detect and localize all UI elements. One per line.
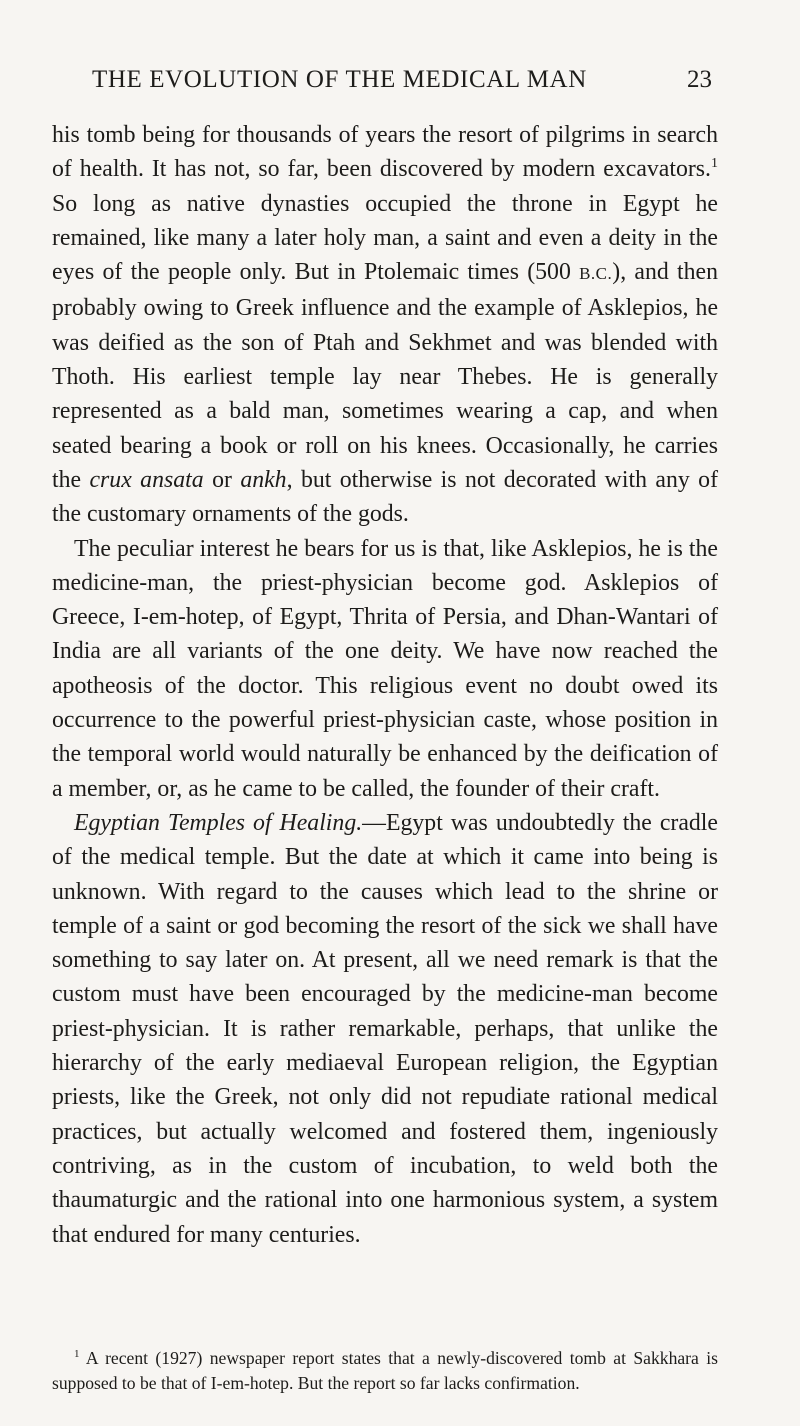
footnote-marker: 1: [74, 1348, 80, 1360]
paragraph-3-text: —Egypt was undoubtedly the cradle of the medical temple. But the date at which it came into being is unknown. With regard to the causes which lead to the shrine or temple of a saint or god becoming the resort of the sick we shall have something to say later on. At present, all we need remark is that the custom must have been encouraged by the medicine-man become priest-physician. It is rather remarkable, perhaps, that unlike the hierarchy of the early mediaeval European religion, the Egyptian priests, like the Greek, not only did not repudiate rational medical practices, but actually welcomed and fostered them, ingeniously contriving, as in the custom of incubation, to weld both the thaumaturgic and the rational into one harmonious system, a system that endured for many centuries.: [52, 809, 718, 1248]
paragraph-1-text-d: or: [203, 466, 241, 493]
section-heading: Egyptian Temples of Healing.: [74, 809, 363, 836]
era-abbreviation: B.C.: [579, 264, 613, 284]
footnote-text: A recent (1927) newspaper report states that a newly-discovered tomb at Sakkhara is supposed to be that of I-em-hotep. But the report so far lacks confirmation.: [52, 1348, 718, 1393]
page-number: 23: [687, 66, 712, 93]
paragraph-1-text-e: , but otherwise is not decorated with any of the customary ornaments of the gods.: [52, 466, 718, 528]
paragraph-2: The peculiar interest he bears for us is that, like Asklepios, he is the medicine-man, the priest-physician become god. Asklepios of Greece, I-em-hotep, of Egypt, Thrita of Persia, and Dhan-Wantari of India are all variants of the one deity. We have now reached the apotheosis of the doctor. This religious event no doubt owed its occurrence to the powerful priest-physician caste, whose position in the temporal world would naturally be enhanced by the deification of a member, or, as he came to be called, the founder of their craft.: [52, 535, 718, 802]
body-text: [52, 118, 718, 1252]
footnote-reference: 1: [711, 156, 718, 172]
footnote: [52, 1346, 718, 1396]
paragraph-1-text-c: ), and then probably owing to Greek influence and the example of Asklepios, he was deified as the son of Ptah and Sekhmet and was blended with Thoth. His earliest temple lay near Thebes. He is generally represented as a bald man, sometimes wearing a cap, and when seated bearing a book or roll on his knees. Occasionally, he carries the: [52, 259, 718, 493]
paragraph-1-text-a: his tomb being for thousands of years the resort of pilgrims in search of health. It has not, so far, been discovered by modern excavators.: [52, 122, 718, 183]
running-head: [92, 66, 712, 102]
paragraph-1-text-b: So long as native dynasties occupied the throne in Egypt he remained, like many a later holy man, a saint and even a deity in the eyes of the people only. But in Ptolemaic times (500: [52, 190, 718, 286]
paragraph-3: [52, 806, 718, 1252]
term-ankh: ankh: [240, 466, 287, 493]
term-crux-ansata: crux ansata: [89, 466, 204, 493]
running-title: THE EVOLUTION OF THE MEDICAL MAN: [92, 66, 587, 93]
paragraph-1: [52, 118, 718, 532]
